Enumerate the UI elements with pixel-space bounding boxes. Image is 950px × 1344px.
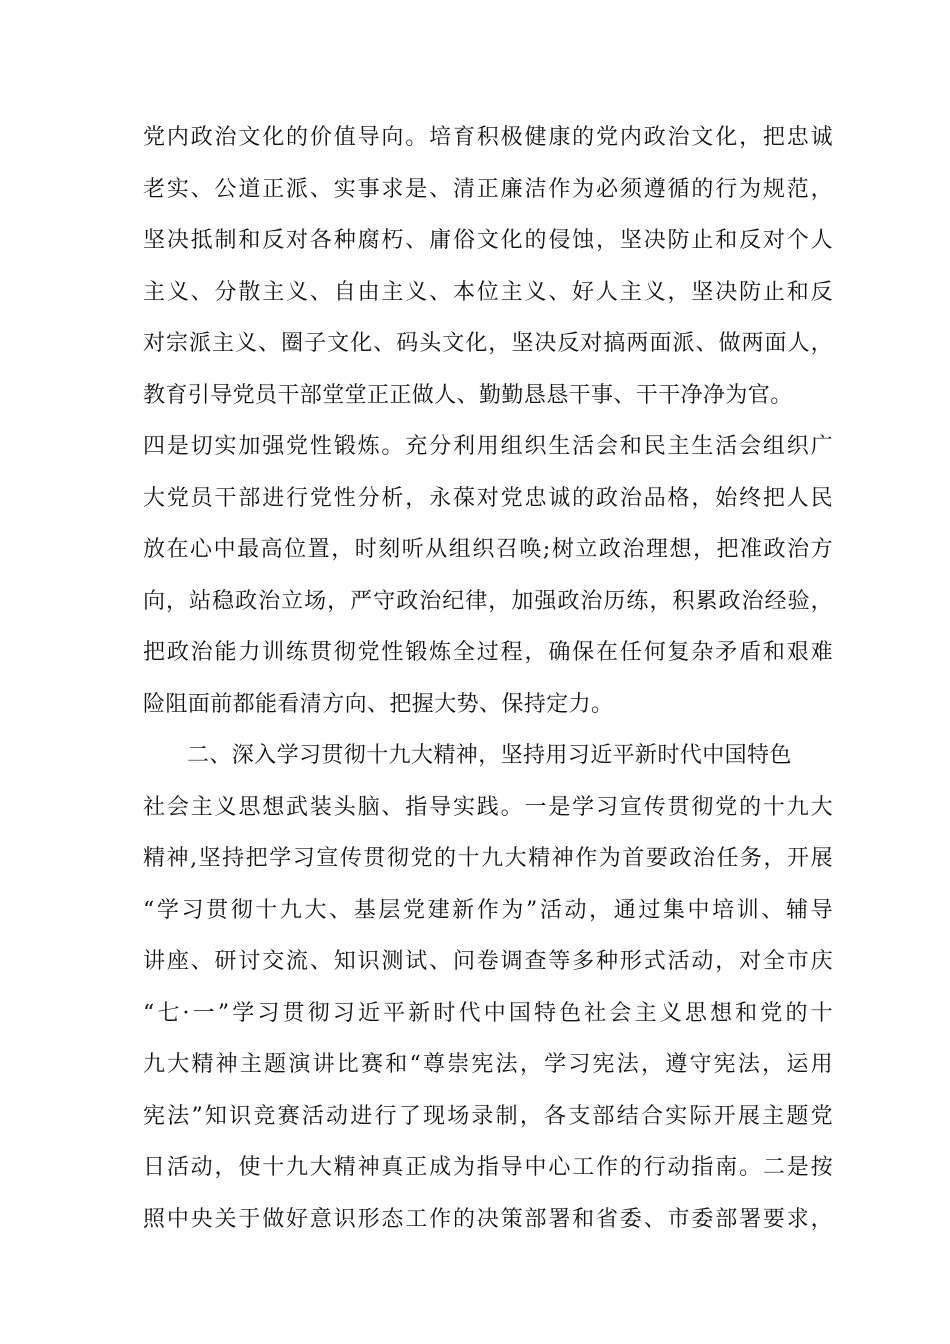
text-line: “学习贯彻十九大、基层党建新作为”活动，通过集中培训、辅导 — [143, 897, 833, 923]
text-line: 主义、分散主义、自由主义、本位主义、好人主义，坚决防止和反 — [143, 279, 833, 305]
paragraph-heading-line: 二、深入学习贯彻十九大精神，坚持用习近平新时代中国特色 — [187, 743, 792, 768]
text-line: 放在心中最高位置，时刻听从组织召唤;树立政治理想，把准政治方 — [143, 537, 833, 562]
text-line: 对宗派主义、圈子文化、码头文化，坚决反对搞两面派、做两面人， — [143, 331, 833, 356]
text-line: 大党员干部进行党性分析，永葆对党忠诚的政治品格，始终把人民 — [143, 485, 833, 511]
text-line: 党内政治文化的价值导向。培育积极健康的党内政治文化，把忠诚 — [143, 125, 833, 150]
text-line: 老实、公道正派、实事求是、清正廉洁作为必须遵循的行为规范， — [143, 176, 833, 202]
text-line: 向，站稳政治立场，严守政治纪律，加强政治历练，积累政治经验， — [143, 588, 833, 614]
text-line: 社会主义思想武装头脑、指导实践。一是学习宣传贯彻党的十九大 — [143, 794, 833, 820]
text-line: 讲座、研讨交流、知识测试、问卷调查等多种形式活动，对全市庆 — [143, 949, 833, 974]
text-line: 宪法”知识竞赛活动进行了现场录制，各支部结合实际开展主题党 — [143, 1103, 833, 1129]
text-line: 教育引导党员干部堂堂正正做人、勤勤恳恳干事、干干净净为官。 — [143, 382, 793, 408]
text-line: 把政治能力训练贯彻党性锻炼全过程，确保在任何复杂矛盾和艰难 — [143, 640, 833, 665]
text-line: 九大精神主题演讲比赛和“尊崇宪法，学习宪法，遵守宪法，运用 — [143, 1052, 833, 1077]
document-body — [143, 118, 833, 1251]
text-line: 坚决抵制和反对各种腐朽、庸俗文化的侵蚀，坚决防止和反对个人 — [143, 228, 833, 253]
text-line: 精神,坚持把学习宣传贯彻党的十九大精神作为首要政治任务，开展 — [143, 846, 833, 871]
text-line: 险阻面前都能看清方向、把握大势、保持定力。 — [143, 691, 614, 717]
text-line: 四是切实加强党性锻炼。充分利用组织生活会和民主生活会组织广 — [143, 434, 833, 459]
text-line: “七·一”学习贯彻习近平新时代中国特色社会主义思想和党的十 — [143, 1000, 833, 1026]
text-line: 照中央关于做好意识形态工作的决策部署和省委、市委部署要求， — [143, 1206, 833, 1232]
text-line: 日活动，使十九大精神真正成为指导中心工作的行动指南。二是按 — [143, 1155, 833, 1180]
